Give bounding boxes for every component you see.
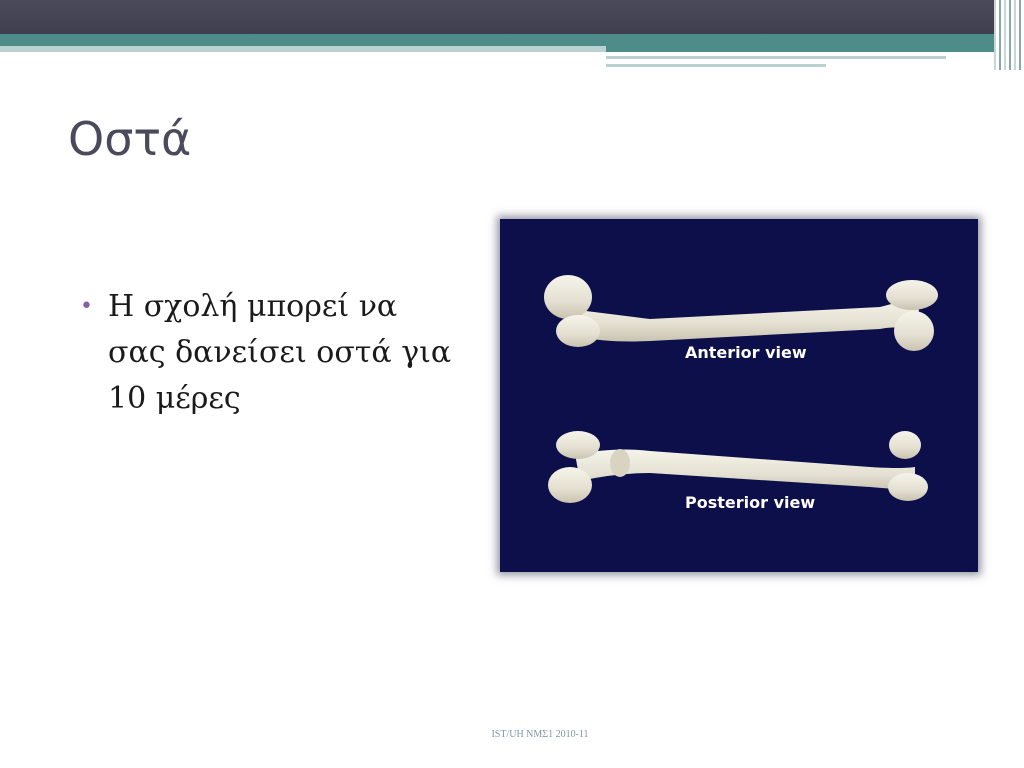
slide-title: Οστά (68, 112, 192, 166)
header-stripes (994, 0, 1024, 70)
anterior-view-label: Anterior view (685, 343, 807, 362)
header-tab-line (606, 56, 946, 59)
header-band (0, 0, 1024, 34)
femur-anterior (544, 275, 938, 351)
header-tab-line (606, 64, 826, 67)
bullet-list (80, 284, 460, 422)
header-accent-band (0, 34, 1024, 46)
bullet-item (80, 284, 460, 422)
slide-footer: IST/UH ΝΜΣ1 2010-11 (491, 729, 589, 740)
bullet-icon: • (80, 294, 93, 319)
bone-figure (500, 219, 978, 572)
posterior-view-label: Posterior view (685, 493, 816, 512)
bullet-text: Η σχολή μπορεί να σας δανείσει οστά για 10 μέρες (108, 289, 452, 416)
femur-illustration (500, 219, 978, 572)
